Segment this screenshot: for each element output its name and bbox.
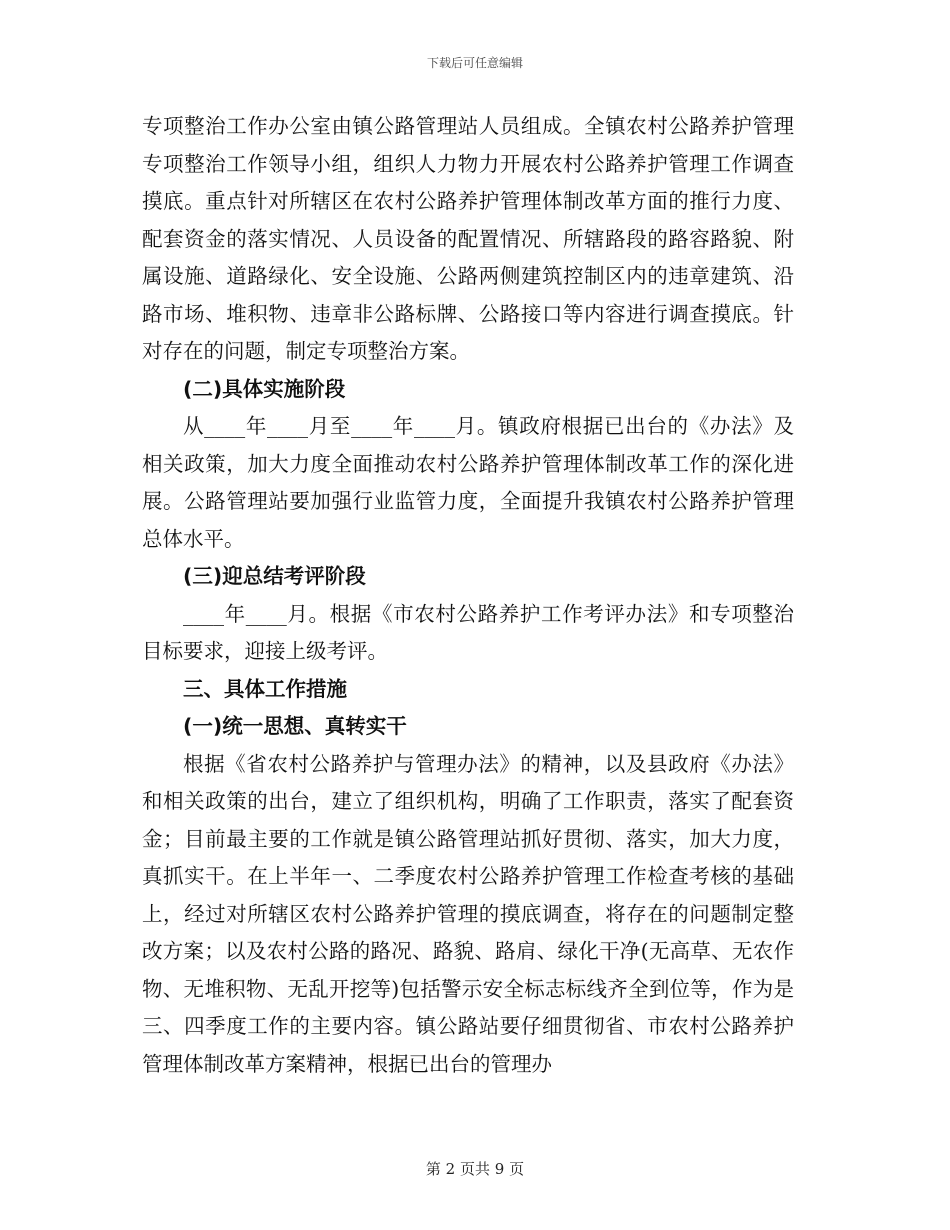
paragraph-measures: 根据《省农村公路养护与管理办法》的精神，以及县政府《办法》和相关政策的出台，建立了组织机构，明确了工作职责，落实了配套资金；目前最主要的工作就是镇公路管理站抓好贯彻、落实，加大力度，真抓实干。在上半年一、二季度农村公路养护管理工作检查考核的基础上，经过对所辖区农村公路养护管理的摸底调查，将存在的问题制定整改方案；以及农村公路的路况、路貌、路肩、绿化干净(无高草、无农作物、无堆积物、无乱开挖等)包括警示安全标志标线齐全到位等，作为是三、四季度工作的主要内容。镇公路站要仔细贯彻省、市农村公路养护管理体制改革方案精神，根据已出台的管理办 (142, 751, 794, 1076)
heading-unify-thinking: (一)统一思想、真转实干 (183, 714, 407, 738)
page-footer-number: 第 2 页共 9 页 (425, 1160, 525, 1178)
document-body (142, 108, 794, 1083)
page-header-note: 下载后可任意编辑 (426, 56, 523, 70)
heading-implementation-stage: (二)具体实施阶段 (183, 376, 346, 401)
paragraph-implementation: 从____年____月至____年____月。镇政府根据已出台的《办法》及相关政策，加大力度全面推动农村公路养护管理体制改革工作的深化进展。公路管理站要加强行业监管力度，全面提升我镇农村公路养护管理总体水平。 (142, 414, 794, 551)
paragraph-survey: 专项整治工作办公室由镇公路管理站人员组成。全镇农村公路养护管理专项整治工作领导小组，组织人力物力开展农村公路养护管理工作调查摸底。重点针对所辖区在农村公路养护管理体制改革方面的推行力度、配套资金的落实情况、人员设备的配置情况、所辖路段的路容路貌、附属设施、道路绿化、安全设施、公路两侧建筑控制区内的违章建筑、沿路市场、堆积物、违章非公路标牌、公路接口等内容进行调查摸底。针对存在的问题，制定专项整治方案。 (142, 114, 794, 363)
paragraph-evaluation: ____年____月。根据《市农村公路养护工作考评办法》和专项整治目标要求，迎接上级考评。 (142, 601, 794, 663)
heading-evaluation-stage: (三)迎总结考评阶段 (183, 564, 366, 588)
heading-section-three: 三、具体工作措施 (183, 676, 347, 701)
